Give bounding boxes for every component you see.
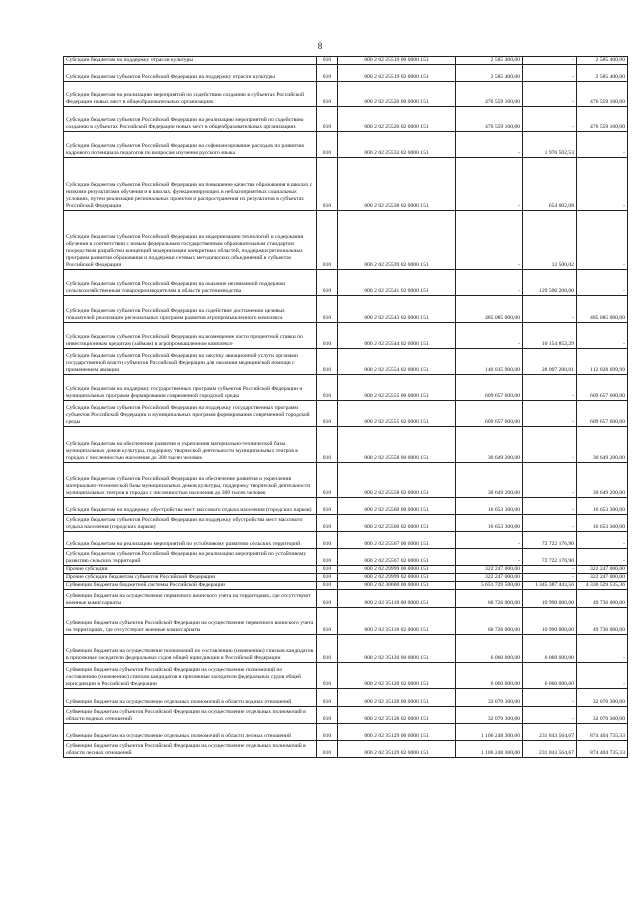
row-code: 010 — [317, 463, 338, 498]
row-executed: - — [523, 566, 577, 574]
row-executed: - — [523, 707, 577, 724]
row-remaining: - — [577, 132, 628, 158]
row-remaining: - — [577, 323, 628, 349]
table-row — [64, 57, 628, 65]
row-remaining: - — [577, 635, 628, 663]
row-approved: 32 070 300,00 — [456, 689, 523, 707]
table-row — [64, 132, 628, 158]
row-remaining: - — [577, 532, 628, 549]
table-row — [64, 270, 628, 296]
row-code: 010 — [317, 498, 338, 515]
table-row — [64, 515, 628, 532]
row-approved: 1 106 248 300,00 — [456, 741, 523, 758]
row-executed: 1 345 387 443,56 — [523, 582, 577, 590]
row-code: 010 — [317, 375, 338, 401]
row-executed: 12 500,02 — [523, 211, 577, 270]
row-remaining: 476 559 100,00 — [577, 82, 628, 107]
row-name: Субсидии бюджетам субъектов Российской Федерации на поддержку отрасли культуры — [64, 65, 317, 82]
row-executed: - — [523, 107, 577, 132]
row-code: 010 — [317, 82, 338, 107]
row-kbk: 000 2 02 35128 02 0000 151 — [338, 707, 456, 724]
row-approved: 60 726 000,00 — [456, 590, 523, 608]
table-row — [64, 549, 628, 566]
row-approved: 2 585 400,00 — [456, 65, 523, 82]
row-executed: - — [523, 574, 577, 582]
row-remaining: 16 653 300,00 — [577, 515, 628, 532]
row-code: 010 — [317, 296, 338, 323]
row-name: Субсидии бюджетам на реализацию мероприятий по содействию созданию в субъектах Российской Федерации новых мест в общеобразовательных организациях — [64, 82, 317, 107]
row-executed: - — [523, 427, 577, 463]
row-name: Субсидии бюджетам на реализацию мероприятий по устойчивому развитию сельских территорий — [64, 532, 317, 549]
row-code: 010 — [317, 349, 338, 375]
row-kbk: 000 2 02 25544 02 0000 151 — [338, 323, 456, 349]
row-code: 010 — [317, 427, 338, 463]
row-approved: 2 585 400,00 — [456, 57, 523, 65]
row-code: 010 — [317, 57, 338, 65]
table-row — [64, 635, 628, 663]
page-number: 8 — [317, 41, 323, 51]
row-code: 010 — [317, 608, 338, 635]
budget-table — [63, 56, 628, 758]
row-approved: 30 649 200,00 — [456, 427, 523, 463]
row-approved: 476 559 100,00 — [456, 107, 523, 132]
row-approved: - — [456, 532, 523, 549]
row-remaining: 609 657 600,00 — [577, 375, 628, 401]
row-executed: 129 506 200,00 — [523, 270, 577, 296]
row-name: Субвенции бюджетам на осуществление отдельных полномочий в области лесных отношений — [64, 724, 317, 741]
row-name: Субсидии бюджетам на поддержку отрасли культуры — [64, 57, 317, 65]
table-row — [64, 65, 628, 82]
row-executed: 72 722 176,90 — [523, 532, 577, 549]
row-executed: 10 990 000,00 — [523, 590, 577, 608]
row-remaining: 322 247 000,00 — [577, 566, 628, 574]
row-code: 010 — [317, 532, 338, 549]
row-code: 010 — [317, 582, 338, 590]
row-approved: 140 035 900,00 — [456, 349, 523, 375]
table-row — [64, 574, 628, 582]
row-kbk: 000 2 02 25532 02 0000 151 — [338, 132, 456, 158]
row-approved: 16 653 300,00 — [456, 515, 523, 532]
row-approved: - — [456, 323, 523, 349]
row-kbk: 000 2 02 25539 02 0000 151 — [338, 211, 456, 270]
row-approved: - — [456, 211, 523, 270]
row-name: Субсидии бюджетам на обеспечение развития и укрепления материально-технической базы муниципальных домов культуры, поддержку творческой деятельности муниципальных театров в городах с численностью населения до 300 тысяч человек — [64, 427, 317, 463]
row-remaining: 2 585 400,00 — [577, 65, 628, 82]
row-kbk: 000 2 02 35120 02 0000 151 — [338, 663, 456, 689]
row-code: 010 — [317, 590, 338, 608]
row-kbk: 000 2 02 35128 00 0000 151 — [338, 689, 456, 707]
row-remaining: 112 028 699,99 — [577, 349, 628, 375]
table-row — [64, 582, 628, 590]
table-row — [64, 663, 628, 689]
table-row — [64, 82, 628, 107]
row-code: 010 — [317, 724, 338, 741]
row-name: Субсидии бюджетам на поддержку государственных программ субъектов Российской Федерации и муниципальных программ формирования современной городской среды — [64, 375, 317, 401]
row-approved: - — [456, 158, 523, 211]
row-executed: 6 060 000,00 — [523, 663, 577, 689]
row-code: 010 — [317, 566, 338, 574]
row-name: Субсидии бюджетам субъектов Российской Федерации на оказание несвязанной поддержки сельскохозяйственным товаропроизводителям в области растениеводства — [64, 270, 317, 296]
row-approved: 30 649 200,00 — [456, 463, 523, 498]
row-executed: - — [523, 515, 577, 532]
row-approved: 1 106 248 300,00 — [456, 724, 523, 741]
row-kbk: 000 2 02 25560 02 0000 151 — [338, 515, 456, 532]
row-remaining: 49 736 000,00 — [577, 608, 628, 635]
row-name: Прочие субсидии бюджетам субъектов Российской Федерации — [64, 574, 317, 582]
row-executed: 231 843 564,67 — [523, 741, 577, 758]
row-kbk: 000 2 02 35129 00 0000 151 — [338, 724, 456, 741]
row-kbk: 000 2 02 25555 02 0000 151 — [338, 401, 456, 427]
table-row — [64, 323, 628, 349]
row-remaining: - — [577, 549, 628, 566]
row-name: Субвенции бюджетам на осуществление полномочий по составлению (изменению) списков кандидатов в присяжные заседатели федеральных судов общей юрисдикции в Российской Федерации — [64, 635, 317, 663]
row-kbk: 000 2 02 25543 02 0000 151 — [338, 296, 456, 323]
row-name: Субсидии бюджетам субъектов Российской Федерации на поддержку государственных программ субъектов Российской Федерации и муниципальных программ формирования современной городской среды — [64, 401, 317, 427]
row-kbk: 000 2 02 35118 00 0000 151 — [338, 590, 456, 608]
row-code: 010 — [317, 270, 338, 296]
row-code: 010 — [317, 132, 338, 158]
table-row — [64, 401, 628, 427]
row-approved: 60 726 000,00 — [456, 608, 523, 635]
table-row — [64, 608, 628, 635]
table-row — [64, 498, 628, 515]
row-kbk: 000 2 02 25538 02 0000 151 — [338, 158, 456, 211]
row-kbk: 000 2 02 25554 02 0000 151 — [338, 349, 456, 375]
row-executed: - — [523, 65, 577, 82]
row-code: 010 — [317, 574, 338, 582]
table-row — [64, 296, 628, 323]
row-executed: - — [523, 689, 577, 707]
row-name: Субвенции бюджетам субъектов Российской Федерации на осуществление отдельных полномочий в области водных отношений — [64, 707, 317, 724]
row-executed: 10 990 000,00 — [523, 608, 577, 635]
row-approved: 16 653 300,00 — [456, 498, 523, 515]
row-executed: 231 843 564,67 — [523, 724, 577, 741]
row-approved: - — [456, 549, 523, 566]
row-name: Субсидии бюджетам субъектов Российской Федерации на реализацию мероприятий по содействию созданию в субъектах Российской Федерации новых мест в общеобразовательных организациях — [64, 107, 317, 132]
row-approved: 322 247 000,00 — [456, 566, 523, 574]
row-remaining: 874 404 735,33 — [577, 741, 628, 758]
row-approved: 485 085 000,00 — [456, 296, 523, 323]
row-executed: - — [523, 82, 577, 107]
row-remaining: 476 559 100,00 — [577, 107, 628, 132]
row-code: 010 — [317, 707, 338, 724]
row-executed: 654 002,08 — [523, 158, 577, 211]
row-code: 010 — [317, 635, 338, 663]
row-executed: - — [523, 375, 577, 401]
row-remaining: 49 736 000,00 — [577, 590, 628, 608]
row-executed: 10 154 852,29 — [523, 323, 577, 349]
row-executed: - — [523, 463, 577, 498]
row-executed: 6 060 000,00 — [523, 635, 577, 663]
row-name: Субсидии бюджетам субъектов Российской Федерации на поддержку обустройства мест массового отдыха населения (городских парков) — [64, 515, 317, 532]
table-row — [64, 349, 628, 375]
row-executed: - — [523, 401, 577, 427]
row-kbk: 000 2 02 25560 00 0000 151 — [338, 498, 456, 515]
row-approved: 609 657 600,00 — [456, 375, 523, 401]
row-kbk: 000 2 02 25567 02 0000 151 — [338, 549, 456, 566]
row-kbk: 000 2 02 25555 00 0000 151 — [338, 375, 456, 401]
row-approved: - — [456, 132, 523, 158]
row-name: Субсидии бюджетам субъектов Российской Федерации на модернизацию технологий и содержания обучения в соответствии с новым федеральным государственным образовательным стандартом посредством разработки концепций модернизации конкретных областей, поддержки региональных программ развития образования и поддержки сетевых методических объединений в субъектах Российской Федерации — [64, 211, 317, 270]
row-remaining: - — [577, 158, 628, 211]
row-kbk: 000 2 02 35129 02 0000 151 — [338, 741, 456, 758]
row-code: 010 — [317, 663, 338, 689]
row-approved: 322 247 000,00 — [456, 574, 523, 582]
table-row — [64, 707, 628, 724]
row-code: 010 — [317, 549, 338, 566]
table-row — [64, 724, 628, 741]
row-name: Субвенции бюджетам субъектов Российской Федерации на осуществление первичного воинского учета на территориях, где отсутствуют военные комиссариаты — [64, 608, 317, 635]
row-remaining: 485 085 000,00 — [577, 296, 628, 323]
table-row — [64, 741, 628, 758]
row-name: Субсидии бюджетам субъектов Российской Федерации на обеспечение развития и укрепления материально-технической базы муниципальных домов культуры, поддержку творческой деятельности муниципальных театров в городах с численностью населения до 300 тысяч человек — [64, 463, 317, 498]
row-executed: 72 722 176,90 — [523, 549, 577, 566]
row-code: 010 — [317, 689, 338, 707]
row-code: 010 — [317, 741, 338, 758]
row-remaining: 2 585 400,00 — [577, 57, 628, 65]
row-kbk: 000 2 02 30000 00 0000 151 — [338, 582, 456, 590]
row-kbk: 000 2 02 25558 00 0000 151 — [338, 427, 456, 463]
row-code: 010 — [317, 158, 338, 211]
row-remaining: 4 330 529 535,36 — [577, 582, 628, 590]
row-approved: - — [456, 270, 523, 296]
table-row — [64, 375, 628, 401]
table-row — [64, 463, 628, 498]
row-code: 010 — [317, 65, 338, 82]
row-approved: 6 060 000,00 — [456, 635, 523, 663]
row-kbk: 000 2 02 25520 00 0000 151 — [338, 82, 456, 107]
row-code: 010 — [317, 401, 338, 427]
row-name: Субсидии бюджетам субъектов Российской Федерации на реализацию мероприятий по устойчивому развитию сельских территорий — [64, 549, 317, 566]
row-kbk: 000 2 02 25567 00 0000 151 — [338, 532, 456, 549]
row-name: Субсидии бюджетам на поддержку обустройства мест массового отдыха населения (городских парков) — [64, 498, 317, 515]
row-name: Субсидии бюджетам субъектов Российской Федерации на содействие достижению целевых показателей реализации региональных программ развития агропромышленного комплекса — [64, 296, 317, 323]
row-remaining: 609 657 600,00 — [577, 401, 628, 427]
row-remaining: 30 649 200,00 — [577, 463, 628, 498]
row-approved: 476 559 100,00 — [456, 82, 523, 107]
row-executed: 28 007 200,01 — [523, 349, 577, 375]
row-remaining: 16 653 300,00 — [577, 498, 628, 515]
row-kbk: 000 2 02 25558 02 0000 151 — [338, 463, 456, 498]
row-kbk: 000 2 02 25519 00 0000 151 — [338, 57, 456, 65]
table-row — [64, 689, 628, 707]
row-name: Субвенции бюджетам субъектов Российской Федерации на осуществление полномочий по составлению (изменению) списков кандидатов в присяжные заседатели федеральных судов общей юрисдикции в Российской Федерации — [64, 663, 317, 689]
row-code: 010 — [317, 323, 338, 349]
row-name: Субвенции бюджетам субъектов Российской Федерации на осуществление отдельных полномочий в области лесных отношений — [64, 741, 317, 758]
row-remaining: - — [577, 270, 628, 296]
row-code: 010 — [317, 515, 338, 532]
row-remaining: 32 070 300,00 — [577, 689, 628, 707]
row-name: Субсидии бюджетам субъектов Российской Федерации на закупку авиационной услуги органами государственной власти субъектов Российской Федерации для оказания медицинской помощи с применением авиации — [64, 349, 317, 375]
row-approved: 32 070 300,00 — [456, 707, 523, 724]
table-row — [64, 158, 628, 211]
table-row — [64, 532, 628, 549]
row-name: Субвенции бюджетам бюджетной системы Российской Федерации — [64, 582, 317, 590]
row-executed: - — [523, 296, 577, 323]
row-name: Субсидии бюджетам субъектов Российской Федерации на возмещение части процентной ставки по инвестиционным кредитам (займам) в агропромышленном комплексе — [64, 323, 317, 349]
row-remaining: - — [577, 663, 628, 689]
row-kbk: 000 2 02 35120 00 0000 151 — [338, 635, 456, 663]
row-approved: 5 651 729 500,00 — [456, 582, 523, 590]
table-row — [64, 107, 628, 132]
row-remaining: - — [577, 211, 628, 270]
row-name: Прочие субсидии — [64, 566, 317, 574]
row-kbk: 000 2 02 25519 02 0000 151 — [338, 65, 456, 82]
row-remaining: 874 404 735,33 — [577, 724, 628, 741]
row-executed: 1 976 502,53 — [523, 132, 577, 158]
budget-table-body — [64, 57, 628, 758]
row-name: Субвенции бюджетам на осуществление первичного воинского учета на территориях, где отсутствуют военные комиссариаты — [64, 590, 317, 608]
row-code: 010 — [317, 107, 338, 132]
row-kbk: 000 2 02 25541 02 0000 151 — [338, 270, 456, 296]
row-code: 010 — [317, 211, 338, 270]
row-approved: 609 657 600,00 — [456, 401, 523, 427]
row-approved: 6 060 000,00 — [456, 663, 523, 689]
row-name: Субсидии бюджетам субъектов Российской Федерации на софинансирование расходов по развитию кадрового потенциала педагогов по вопросам изучения русского языка — [64, 132, 317, 158]
table-row — [64, 566, 628, 574]
row-name: Субсидии бюджетам субъектов Российской Федерации на повышение качества образования в школах с низкими результатами обучения и в школах, функционирующих в неблагоприятных социальных условиях, путем реализации региональных проектов и распространения их результатов в субъектах Российской Федерации — [64, 158, 317, 211]
row-remaining: 32 070 300,00 — [577, 707, 628, 724]
row-kbk: 000 2 02 35118 02 0000 151 — [338, 608, 456, 635]
row-remaining: 30 649 200,00 — [577, 427, 628, 463]
table-row — [64, 590, 628, 608]
row-kbk: 000 2 02 29999 00 0000 151 — [338, 566, 456, 574]
row-name: Субвенции бюджетам на осуществление отдельных полномочий в области водных отношений — [64, 689, 317, 707]
row-remaining: 322 247 000,00 — [577, 574, 628, 582]
row-executed: - — [523, 57, 577, 65]
row-executed: - — [523, 498, 577, 515]
table-row — [64, 427, 628, 463]
table-row — [64, 211, 628, 270]
row-kbk: 000 2 02 25520 02 0000 151 — [338, 107, 456, 132]
row-kbk: 000 2 02 29999 02 0000 151 — [338, 574, 456, 582]
